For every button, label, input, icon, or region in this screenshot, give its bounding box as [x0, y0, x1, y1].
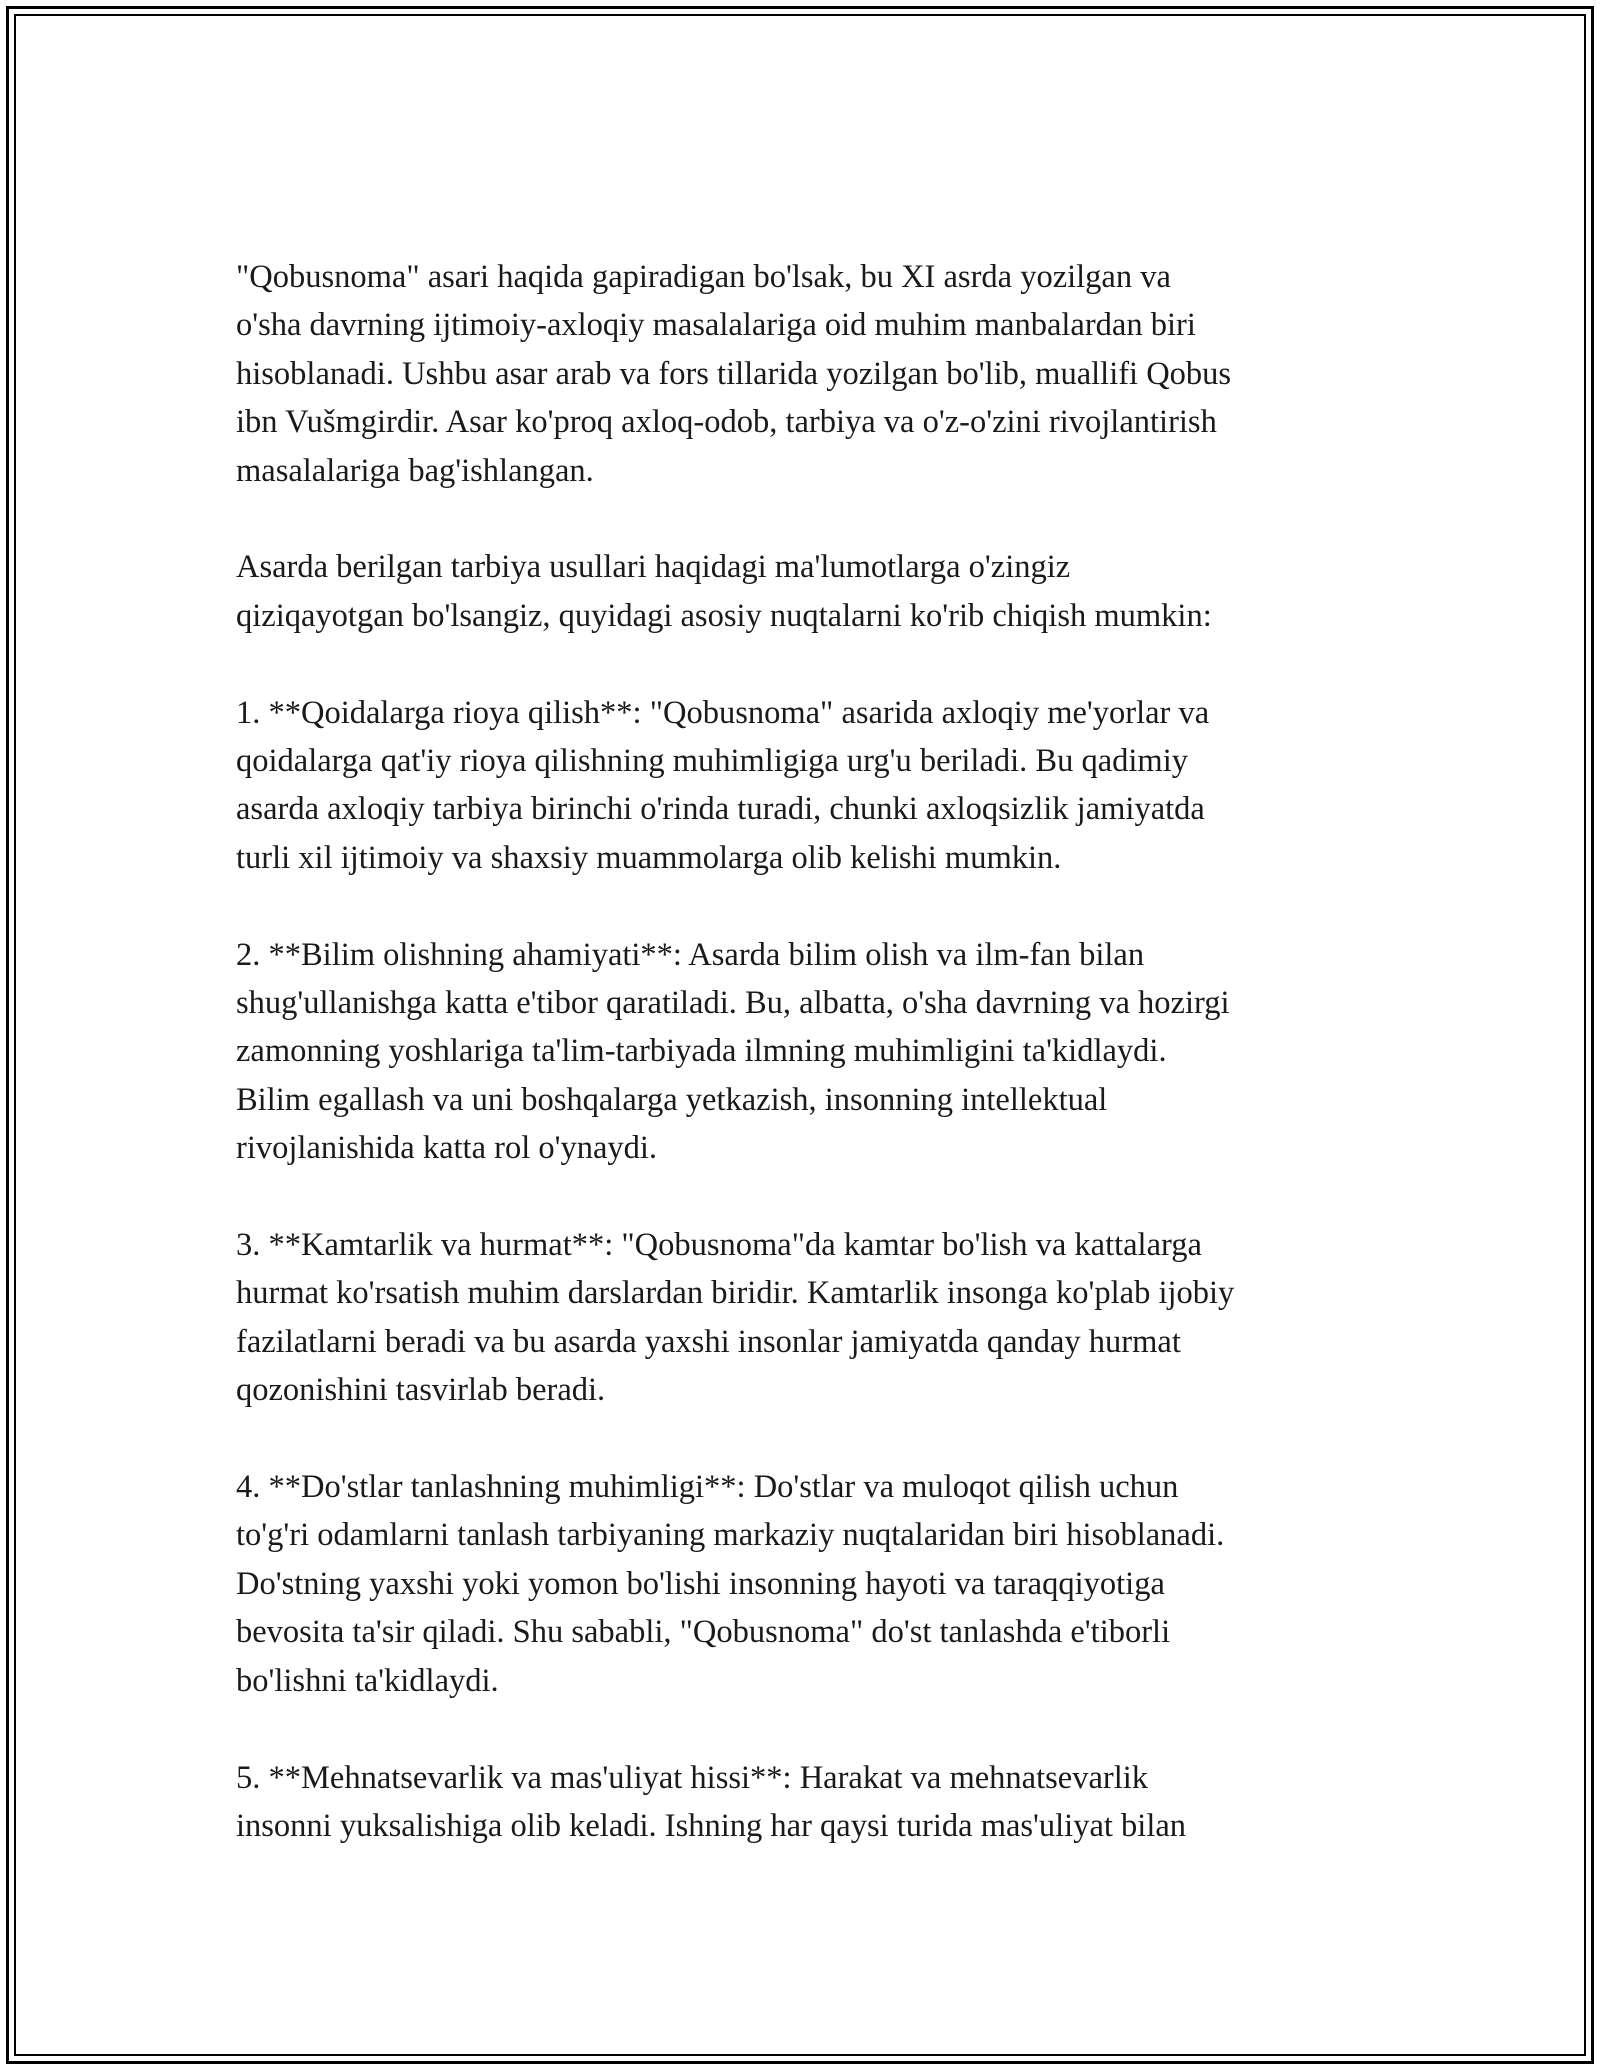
text-line: 3. **Kamtarlik va hurmat**: "Qobusnoma"da kamtar bo'lish va kattalarga [236, 1227, 1202, 1264]
text-line: bevosita ta'sir qiladi. Shu sababli, "Qobusnoma" do'st tanlashda e'tiborli [236, 1614, 1171, 1651]
text-line: to'g'ri odamlarni tanlash tarbiyaning markaziy nuqtalaridan biri hisoblanadi. [236, 1517, 1225, 1554]
text-line: asarda axloqiy tarbiya birinchi o'rinda turadi, chunki axloqsizlik jamiyatda [236, 791, 1205, 828]
text-line: hurmat ko'rsatish muhim darslardan biridir. Kamtarlik insonga ko'plab ijobiy [236, 1275, 1235, 1312]
text-line: zamonning yoshlariga ta'lim-tarbiyada ilmning muhimligini ta'kidlaydi. [236, 1033, 1167, 1070]
text-line: Bilim egallash va uni boshqalarga yetkazish, insonning intellektual [236, 1081, 1108, 1118]
text-line: insonni yuksalishiga olib keladi. Ishning har qaysi turida mas'uliyat bilan [236, 1807, 1187, 1844]
list-item-5 [236, 1754, 1396, 1851]
text-line: masalalariga bag'ishlangan. [236, 452, 594, 489]
paragraph-lead-in [236, 543, 1396, 640]
text-line: qiziqayotgan bo'lsangiz, quyidagi asosiy nuqtalarni ko'rib chiqish mumkin: [236, 597, 1212, 634]
text-line: 5. **Mehnatsevarlik va mas'uliyat hissi**: Harakat va mehnatsevarlik [236, 1759, 1148, 1796]
text-line: 4. **Do'stlar tanlashning muhimligi**: Do'stlar va muloqot qilish uchun [236, 1469, 1179, 1506]
text-line: 1. **Qoidalarga rioya qilish**: "Qobusnoma" asarida axloqiy me'yorlar va [236, 694, 1210, 731]
text-line: hisoblanadi. Ushbu asar arab va fors tillarida yozilgan bo'lib, muallifi Qobus [236, 355, 1232, 392]
text-line: shug'ullanishga katta e'tibor qaratiladi. Bu, albatta, o'sha davrning va hozirgi [236, 985, 1230, 1022]
text-line: qozonishini tasvirlab beradi. [236, 1372, 606, 1409]
text-line: qoidalarga qat'iy rioya qilishning muhimligiga urg'u beriladi. Bu qadimiy [236, 743, 1188, 780]
text-line: rivojlanishida katta rol o'ynaydi. [236, 1130, 658, 1167]
list-item-1 [236, 689, 1396, 883]
list-item-2 [236, 931, 1396, 1173]
text-line: ibn Vušmgirdir. Asar ko'proq axloq-odob, tarbiya va o'z-o'zini rivojlantirish [236, 404, 1217, 441]
paragraph-intro [236, 253, 1396, 495]
text-line: "Qobusnoma" asari haqida gapiradigan bo'lsak, bu XI asrda yozilgan va [236, 259, 1171, 295]
text-line: fazilatlarni beradi va bu asarda yaxshi insonlar jamiyatda qanday hurmat [236, 1323, 1181, 1360]
list-item-3 [236, 1221, 1396, 1415]
text-line: bo'lishni ta'kidlaydi. [236, 1662, 499, 1699]
text-line: turli xil ijtimoiy va shaxsiy muammolarga olib kelishi mumkin. [236, 839, 1062, 876]
list-item-4 [236, 1463, 1396, 1705]
text-line: o'sha davrning ijtimoiy-axloqiy masalalariga oid muhim manbalardan biri [236, 307, 1196, 344]
text-line: Do'stning yaxshi yoki yomon bo'lishi insonning hayoti va taraqqiyotiga [236, 1565, 1165, 1602]
document-body [236, 253, 1396, 1899]
text-line: 2. **Bilim olishning ahamiyati**: Asarda bilim olish va ilm-fan bilan [236, 936, 1145, 973]
text-line: Asarda berilgan tarbiya usullari haqidagi ma'lumotlarga o'zingiz [236, 549, 1071, 586]
